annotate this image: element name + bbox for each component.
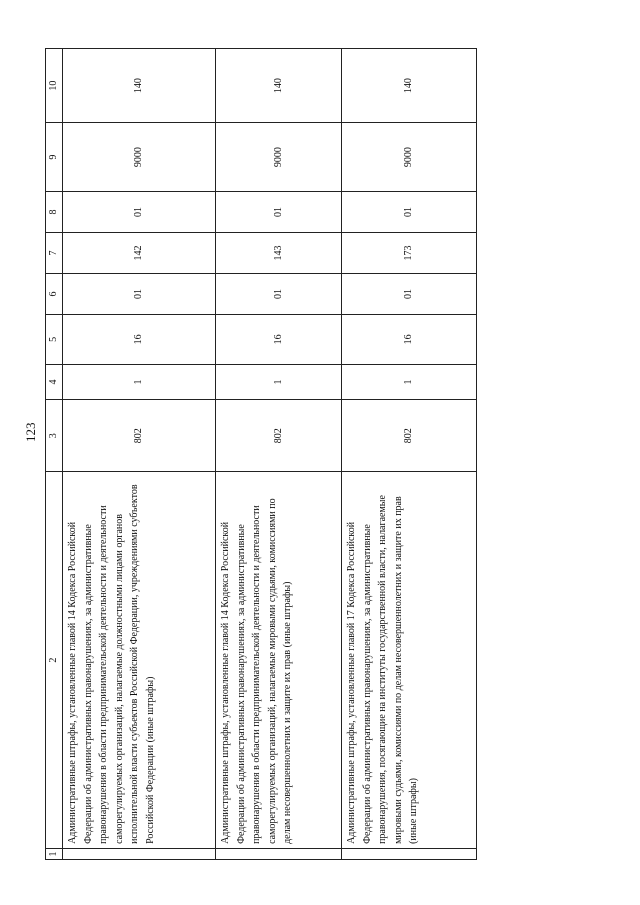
- table-row: [342, 49, 477, 860]
- cell-col-7: 142: [63, 232, 216, 273]
- cell-col-1: [216, 848, 342, 859]
- cell-col-5: 16: [63, 314, 216, 364]
- cell-col-10: 140: [216, 49, 342, 123]
- column-number: 4: [46, 364, 63, 399]
- cell-col-3: 802: [63, 400, 216, 472]
- cell-col-9: 9000: [63, 123, 216, 192]
- cell-col-3: 802: [342, 400, 477, 472]
- column-number: 2: [46, 472, 63, 849]
- column-number: 7: [46, 232, 63, 273]
- cell-col-9: 9000: [216, 123, 342, 192]
- cell-col-8: 01: [216, 191, 342, 232]
- rotated-table-wrapper: [45, 48, 475, 860]
- cell-col-10: 140: [63, 49, 216, 123]
- cell-col-7: 173: [342, 232, 477, 273]
- cell-col-8: 01: [63, 191, 216, 232]
- cell-col-4: 1: [216, 364, 342, 399]
- cell-description: [342, 472, 477, 849]
- cell-col-9: 9000: [342, 123, 477, 192]
- fines-table: [45, 48, 477, 860]
- column-number: 6: [46, 273, 63, 314]
- cell-col-1: [63, 848, 216, 859]
- cell-col-7: 143: [216, 232, 342, 273]
- table-row: [63, 49, 216, 860]
- cell-description: [216, 472, 342, 849]
- table-row: [216, 49, 342, 860]
- page-number: 123: [23, 422, 38, 442]
- column-number: 8: [46, 191, 63, 232]
- cell-col-10: 140: [342, 49, 477, 123]
- cell-col-4: 1: [342, 364, 477, 399]
- cell-col-5: 16: [216, 314, 342, 364]
- cell-col-6: 01: [216, 273, 342, 314]
- column-number: 10: [46, 49, 63, 123]
- column-number: 5: [46, 314, 63, 364]
- cell-col-1: [342, 848, 477, 859]
- row-description: Административные штрафы, установленные главой 17 Кодекса Российской Федерации об административных правонарушениях, за административные правонарушения, посягающие на институты государственной власти, налагаемые мировыми судьями, комиссиями по делам несовершеннолетних и защите их прав (иные штрафы): [346, 495, 419, 844]
- row-description: Административные штрафы, установленные главой 14 Кодекса Российской Федерации об административных правонарушениях, за административные правонарушения в области предпринимательской деятельности и деятельности саморегулируемых организаций, налагаемые мировыми судьями, комиссиями по делам несовершеннолетних и защите их прав (иные штрафы): [220, 498, 293, 844]
- cell-col-3: 802: [216, 400, 342, 472]
- cell-col-8: 01: [342, 191, 477, 232]
- cell-col-6: 01: [342, 273, 477, 314]
- column-number: 1: [46, 848, 63, 859]
- row-description: Административные штрафы, установленные главой 14 Кодекса Российской Федерации об административных правонарушениях, за административные правонарушения в области предпринимательской деятельности и деятельности саморегулируемых организаций, налагаемые должностными лицами органов исполнительной власти субъектов Российской Федерации, учреждениями субъектов Российской Федерации (иные штрафы): [67, 484, 156, 844]
- cell-col-5: 16: [342, 314, 477, 364]
- cell-col-6: 01: [63, 273, 216, 314]
- cell-description: [63, 472, 216, 849]
- cell-col-4: 1: [63, 364, 216, 399]
- column-number-row: [46, 49, 63, 860]
- column-number: 9: [46, 123, 63, 192]
- column-number: 3: [46, 400, 63, 472]
